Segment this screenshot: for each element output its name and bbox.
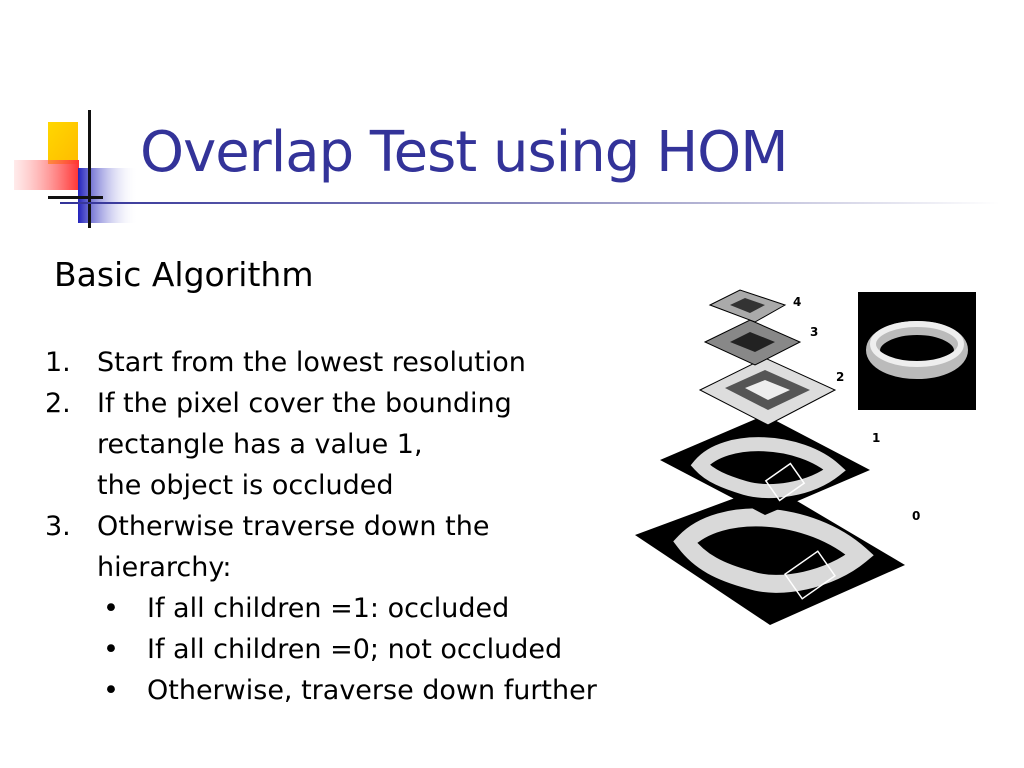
logo-vertical-line: [88, 110, 91, 228]
bullet-1: • If all children =1: occluded: [45, 588, 597, 629]
section-subtitle: Basic Algorithm: [54, 255, 314, 294]
hom-pyramid-figure: [630, 280, 980, 680]
step-3: 3. Otherwise traverse down the: [45, 511, 490, 542]
hom-level-3: [705, 320, 800, 365]
level-label-1: 1: [872, 431, 881, 445]
bullet-2: • If all children =0; not occluded: [45, 629, 597, 670]
level-label-4: 4: [793, 295, 802, 309]
level-label-3: 3: [810, 325, 819, 339]
level-label-0: 0: [912, 509, 921, 523]
logo-horizontal-line: [48, 196, 103, 199]
object-inset: [858, 292, 976, 410]
step-1: 1. Start from the lowest resolution: [45, 347, 526, 378]
bullet-icon: •: [103, 634, 119, 665]
bullet-3: • Otherwise, traverse down further: [45, 670, 597, 711]
logo-blue-square: [78, 168, 138, 223]
step-2-cont-2: the object is occluded: [97, 470, 394, 501]
step-3-cont: hierarchy:: [97, 552, 232, 583]
logo-red-bar: [14, 160, 79, 190]
algorithm-steps: [45, 342, 597, 711]
logo-yellow-square: [48, 122, 78, 164]
hom-level-2: [700, 358, 835, 425]
step-2: 2. If the pixel cover the bounding: [45, 388, 512, 419]
step-2-cont-1: rectangle has a value 1,: [97, 429, 423, 460]
hom-level-1: [660, 415, 870, 515]
decorative-logo: [0, 100, 150, 240]
level-label-2: 2: [836, 370, 845, 384]
title-rule: [60, 202, 1000, 204]
bullet-icon: •: [103, 593, 119, 624]
bullet-icon: •: [103, 675, 119, 706]
slide-title: Overlap Test using HOM: [140, 120, 788, 185]
hom-level-4: [710, 290, 785, 322]
